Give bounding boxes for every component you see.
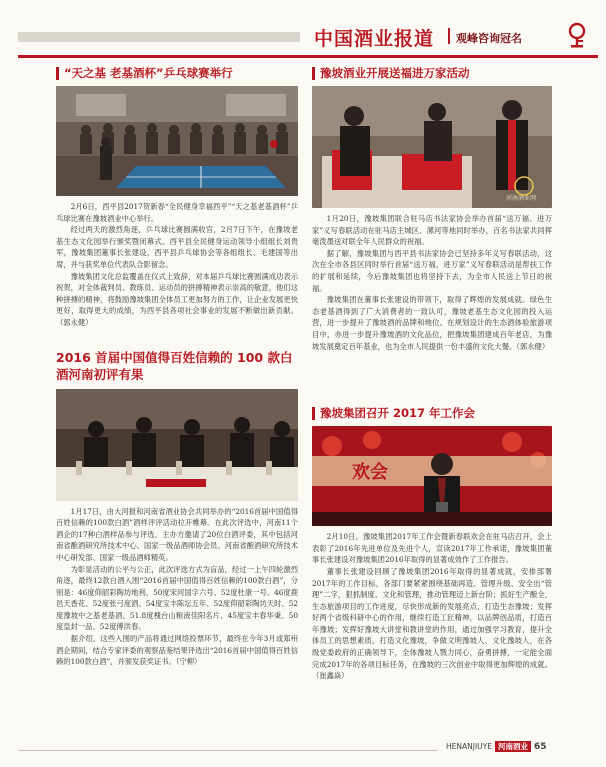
meeting-photo (312, 426, 552, 526)
magazine-name: HENANJIUYE (446, 742, 492, 751)
article-headline (312, 64, 552, 82)
article-baijiu-ranking (56, 349, 298, 668)
article-body: 1月17日，由大河报和河南省酒业协会共同举办的“2016首届中国值得百姓信赖的100款白酒”酒样评评活动拉开帷幕。在此次评选中，河南11个酒企的17种白酒样品参与评选，主办方邀请了20位白酒评委，其中包括河南省酿酒研究所技术中心、国家一级品酒师协会员、河南省酿酒研究所技术中心研发部、国家一级品酒师精英。 为彰显活动的公平与公正，此次评选方式为盲品，经过一上午四轮激烈角逐，最终12款白酒入围“2016首届中国值得百姓信赖的100款白酒”，分别是：46度仰韶彩陶坊地利、50度宋河国字六号、52度杜康一号、46度鹿邑天香花、52度张弓度酒、54度宝丰陈坛五年、52度仰韶彩陶坊天时、52度豫坡中之基老基酒、51.8度槐台山粮液佳阳名片、45度宝丰春华秉、50度皇封一品、52度傅洪春。 据介绍，这些入围的产品将通过网络投票环节，最终在今年3月或郑州酒企期间，结合专家评委的观察品鉴结果评选出“2016首届中国值得百姓信赖的100款白酒”，并颁发获奖证书。（宁柳） (56, 506, 298, 667)
magazine-tag: 河南酒业 (495, 741, 531, 752)
article-spring-couplets (312, 64, 552, 352)
page-number: 65 (533, 742, 547, 752)
couplets-photo (312, 86, 552, 208)
footer-rule (18, 750, 438, 751)
article-annual-meeting (312, 404, 552, 682)
section-tagline: 观峰咨询冠名 (456, 32, 522, 45)
banner-text: 欢会 (352, 462, 388, 484)
article-headline (56, 64, 298, 82)
section-header (0, 18, 606, 58)
photo-watermark: 河南酒业网 (505, 195, 536, 202)
article-title: 豫坡集团召开 2017 年工作会 (320, 406, 476, 421)
section-title: 中国酒业报道 (314, 28, 435, 50)
left-column (56, 64, 298, 668)
wine-glass-logo-icon (564, 22, 590, 50)
pingpong-photo (56, 86, 298, 196)
header-grey-rule (18, 32, 300, 42)
article-headline (312, 404, 552, 422)
article-title: “天之基 老基酒杯”乒乓球赛举行 (64, 66, 233, 80)
article-body: 2月6日，西平县2017贺新春“全民健身幸福西平”“天之基老基酒杯”乒乓球比赛在豫坡酒业中心举行。 经过两天的激烈角逐，乒乓球比赛圆满收官，2月7日下午，在豫坡老基生态文化园举行颁奖暨闭幕式。西平县全民健身运动领导小组组长刘贵军，豫坡集团董事长张建设，西平县乒乓球协会等各组组长、毛建国等出席，并与获奖单位代表队合影留念。 豫坡集团文化总监覆盖在仪式上致辞，对本届乒乓球比赛圆满成功表示祝贺，对全体裁判员、教练员、运动员的拼搏精神表示崇高的敬意，他们这种拼搏的精神，将鼓励豫坡集团全体员工更加努力的工作，让企业发展更快更好，取得更大的成绩，为西平县各项社会事业的发展不断做出新贡献。（郭永健） (56, 202, 298, 327)
article-body: 1月20日，豫坡集团联合驻马店书法家协会举办首届“送万福、进万家”义写春联活动在驻马店主城区、漯河等地同时举办，百名书法家共同挥毫泼墨送对联全年人民群众的祝福。 据了解，豫坡集团与西平县书法家协会已坚持多年义写春联活动，这次在全市各县区同时举行首届“送万福，进万家”义写春联活动是帮扶工作的扩展和延续，今后豫坡集团也将坚持下去，为全市人民送上节日的祝福。 豫坡集团在董事长张建设的带领下，取得了辉煌的发展成就。绿色生态老基酒得到了广大消费者的一致认可，豫坡老基生态文化园的投入运营，进一步提升了豫坡酒的品牌和地位。在规划设计的生态酒体验旅游项目中，亦进一步提升豫坡酒的文化品位，把豫坡集团建成百年老店，为豫坡发展奠定百年基业，也为全市人民提供一份丰盛的文化大餐。（郭永健） (312, 214, 552, 351)
article-title: 2016 首届中国值得百姓信赖的 100 款白酒河南初评有果 (56, 349, 293, 382)
right-column (312, 64, 552, 682)
page-footer (446, 741, 547, 752)
article-pingpong (56, 64, 298, 329)
header-divider (448, 28, 450, 44)
header-red-rule (18, 55, 598, 58)
judging-photo (56, 389, 298, 501)
article-body: 2月10日，豫坡集团2017年工作会暨新春联欢会在驻马店召开，会上表彰了2016年先进单位及先进个人，宣读2017年工作承诺，豫坡集团董事长张建设对豫坡集团2016年取得的显著成效作了工作报告。 董事长张建设回顾了豫坡集团2016年取得的显著成就，安排部署2017年的工作目标，各部门要紧紧围绕基础再造、管理升级、安全出“管理”二字，狠抓制度、文化和管理，推动管理迈上新台阶；抓好生产酿全，生态旅游项目的工作进度，尽快形成新的发展亮点，打造生态豫坡；发挥好两个省级科研中心的作用，继续打造工匠精神，以品牌创品质，打造百年豫坡；发挥好豫坡大讲堂和教讲堂的作用，通过加强学习教育，提升全体员工的思想素质，打造文化豫坡，争做文明豫坡人、文化豫坡人，在各级党委政府的正确领导下，全体豫坡人戮力同心，奋勇拼搏，一定能全面完成2017年的各项目标任务，在豫坡的三次创业中取得更加辉煌的成就。（崔鑫焱） (312, 532, 552, 681)
article-title: 豫坡酒业开展送福进万家活动 (320, 66, 470, 80)
